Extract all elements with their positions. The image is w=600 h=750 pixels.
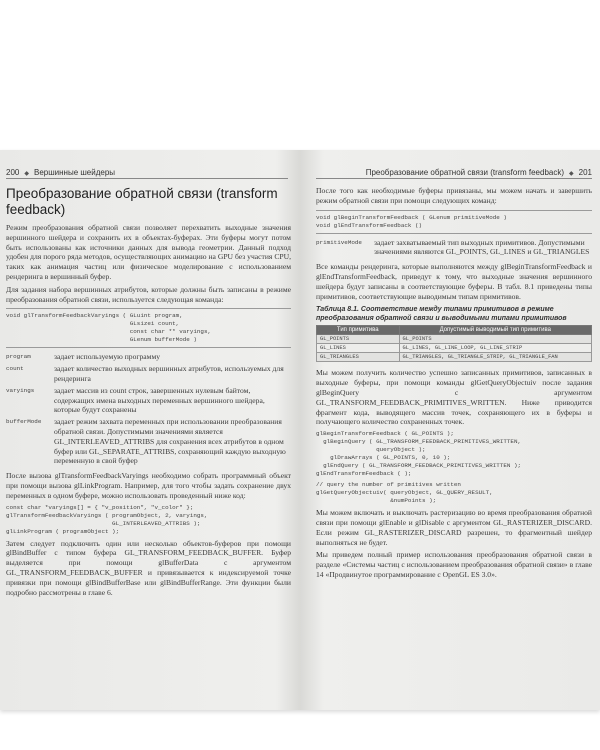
right-page-header [316, 165, 592, 179]
table-header-row [317, 326, 592, 335]
table-row [317, 353, 592, 362]
right-page-content [316, 186, 592, 583]
left-page-content [6, 186, 291, 600]
function-signature-box [316, 210, 592, 234]
parameter-description: задает массив из count строк, завершенных нулевым байтом, содержащих имена выходных переменных вершинного шейдера, которые будут сохранены [54, 385, 265, 415]
function-signature: void glTransformFeedbackVaryings ( GLuint program, GLsizei count, const char ** varyings, GLenum bufferMode ) [6, 312, 212, 344]
parameter-row [316, 238, 592, 258]
parameter-row [6, 417, 291, 466]
table-header-cell: Допустимый выводимый тип примитива [399, 326, 592, 335]
table-row [317, 335, 592, 344]
paragraph: Режим преобразования обратной связи позволяет перехватить выходные значения вершинного шейдера и сохранить их в объектах-буферах. Эти буферы могут потом быть использованы как источники данных для вывода геометрии. Данный подход удобен для порого ряда методов, осуществляющих анимацию на GPU без участия CPU, таких как анимация частиц или физическое моделирование с использованием рендеринга в вершинный буфер. [6, 223, 291, 281]
diamond-icon: ◆ [24, 171, 29, 177]
paragraph: Мы приведем полный пример использования преобразования обратной связи в разделе «Системы частиц с использованием преобразования обратной связи» в главе 14 «Продвинутое программирование с OpenGL ES 3.0». [316, 550, 592, 579]
paragraph: Затем следует подключить один или несколько объектов-буферов при помощи glBindBuffer с типом буфера GL_TRANSFORM_FEEDBACK_BUFFER. Буфер выделяется при помощи glBufferData с аргументом GL_TRANSFORM_FEEDBACK_BUFFER и привязывается к индексируемой точке привязки при помощи glBindBufferBase или glBindBufferRange. Эти функции были подробно рассмотрены в главе 6. [6, 538, 291, 597]
paragraph: Для задания набора вершинных атрибутов, которые должны быть записаны в режиме преобразования обратной связи, используется следующая команда: [6, 284, 291, 304]
right-page [300, 150, 600, 710]
parameter-name: bufferMode [6, 418, 42, 426]
page-number-right: 201 [578, 168, 592, 177]
table-cell: GL_TRIANGLES [317, 353, 400, 362]
table-cell: GL_POINTS [399, 335, 592, 344]
parameter-description: задает используемую программу [54, 352, 161, 362]
table-cell: GL_LINES [317, 344, 400, 353]
table-cell: GL_POINTS [317, 335, 400, 344]
parameter-list [316, 238, 592, 258]
parameter-name: varyings [6, 386, 35, 394]
function-signature-box [6, 308, 291, 348]
paragraph: Мы можем включать и выключать растеризацию во время преобразования обратной связи при помощи glEnable и glDisable с аргументом GL_RASTERIZER_DISCARD. Если режим GL_RASTERIZER_DISCARD разрешен, то фрагментный шейдер выполняться не будет. [316, 508, 592, 547]
book-spread [0, 150, 600, 710]
paragraph: Все команды рендеринга, которые выполняются между glBeginTransformFeedback и glEndTransformFeedback, приведут к тому, что выходные значения вершинного шейдера будут записаны в соответствующие буферы. В табл. 8.1 приведены типы примитивов, соответствующие выводимым типам примитивов. [316, 262, 592, 301]
parameter-name: program [6, 353, 31, 361]
parameter-list [6, 352, 291, 466]
left-page-header [6, 165, 288, 179]
parameter-description: задает захватываемый тип выходных примитивов. Допустимыми значениями являются GL_POINTS, GL_LINES и GL_TRIANGLES [374, 237, 590, 257]
paragraph: Мы можем получить количество успешно записанных примитивов, записанных в выходные буферы, при помощи команды glGetQueryObjectuiv после задания glBeginQuery с аргументом GL_TRANSFORM_FEEDBACK_PRIMITIVES_WRITTEN. Ниже приводится фрагмент кода, выводящего массив точек, сохраняющего их в буферы и получающего количество сохраненных точек. [316, 368, 592, 427]
diamond-icon: ◆ [569, 171, 574, 177]
function-signature: void glBeginTransformFeedback ( GLenum primitiveMode ) void glEndTransformFeedback () [316, 213, 507, 229]
table-cell: GL_LINES, GL_LINE_LOOP, GL_LINE_STRIP [399, 344, 592, 353]
parameter-row [6, 386, 291, 415]
left-page [0, 150, 300, 710]
table-caption: Таблица 8.1. Соответствие между типами примитивов в режиме преобразования обратной связи и выводимыми типами примитивов [316, 306, 567, 323]
paragraph: После того как необходимые буферы привязаны, мы можем начать и завершить режим обратной связи при помощи следующих команд: [316, 186, 592, 205]
parameter-row [6, 352, 291, 362]
parameter-description: задает режим захвата переменных при использовании преобразования обратной связи. Допустимыми значениями является GL_INTERLEAVED_ATTRIBS для сохранения всех атрибутов в одном буфер или GL_SEPARATE_ATTRIBS, сохраняющий каждую выходную переменную в свой буфер [54, 417, 286, 466]
primitive-types-table [316, 325, 592, 362]
parameter-row [6, 364, 291, 384]
parameter-description: задает количество выходных вершинных атрибутов, используемых для рендеринга [54, 364, 284, 383]
code-example: // query the number of primitives written glGetQueryObjectuiv( queryObject, GL_QUERY_RESULT, &numPoints ); [316, 481, 493, 505]
paragraph: После вызова glTransformFeedbackVaryings необходимо собрать программный объект при помощи вызова glLinkProgram. Например, для того чтобы задать сохранение двух переменных в одном буфере, можно использовать проведенный ниже код: [6, 471, 291, 500]
parameter-name: primitiveMode [316, 238, 362, 246]
table-header-cell: Тип примитива [317, 326, 400, 335]
parameter-name: count [6, 365, 24, 373]
chapter-title-right: Преобразование обратной связи (transform feedback) [365, 168, 565, 177]
section-title: Преобразование обратной связи (transform feedback) [6, 186, 278, 217]
code-example: const char *varyings[] = { "v_position", "v_color" }; glTransformFeedbackVaryings ( programObject, 2, varyings, GL_INTERLEAVED_ATTRIBS ); glLinkProgram ( programObject ); [6, 503, 208, 535]
page-number-left: 200 [6, 168, 20, 177]
chapter-title-left: Вершинные шейдеры [33, 168, 116, 177]
table-cell: GL_TRIANGLES, GL_TRIANGLE_STRIP, GL_TRIANGLE_FAN [399, 353, 592, 362]
table-row [317, 344, 592, 353]
code-example: glBeginTransformFeedback ( GL_POINTS ); glBeginQuery ( GL_TRANSFORM_FEEDBACK_PRIMITIVES_WRITTEN, queryObject ); glDrawArrays ( GL_POINTS, 0, 10 ); glEndQuery ( GL_TRANSFORM_FEEDBACK_PRIMITIVES_WRITTEN ); glEndTransformFeedback ( ); [316, 430, 522, 478]
